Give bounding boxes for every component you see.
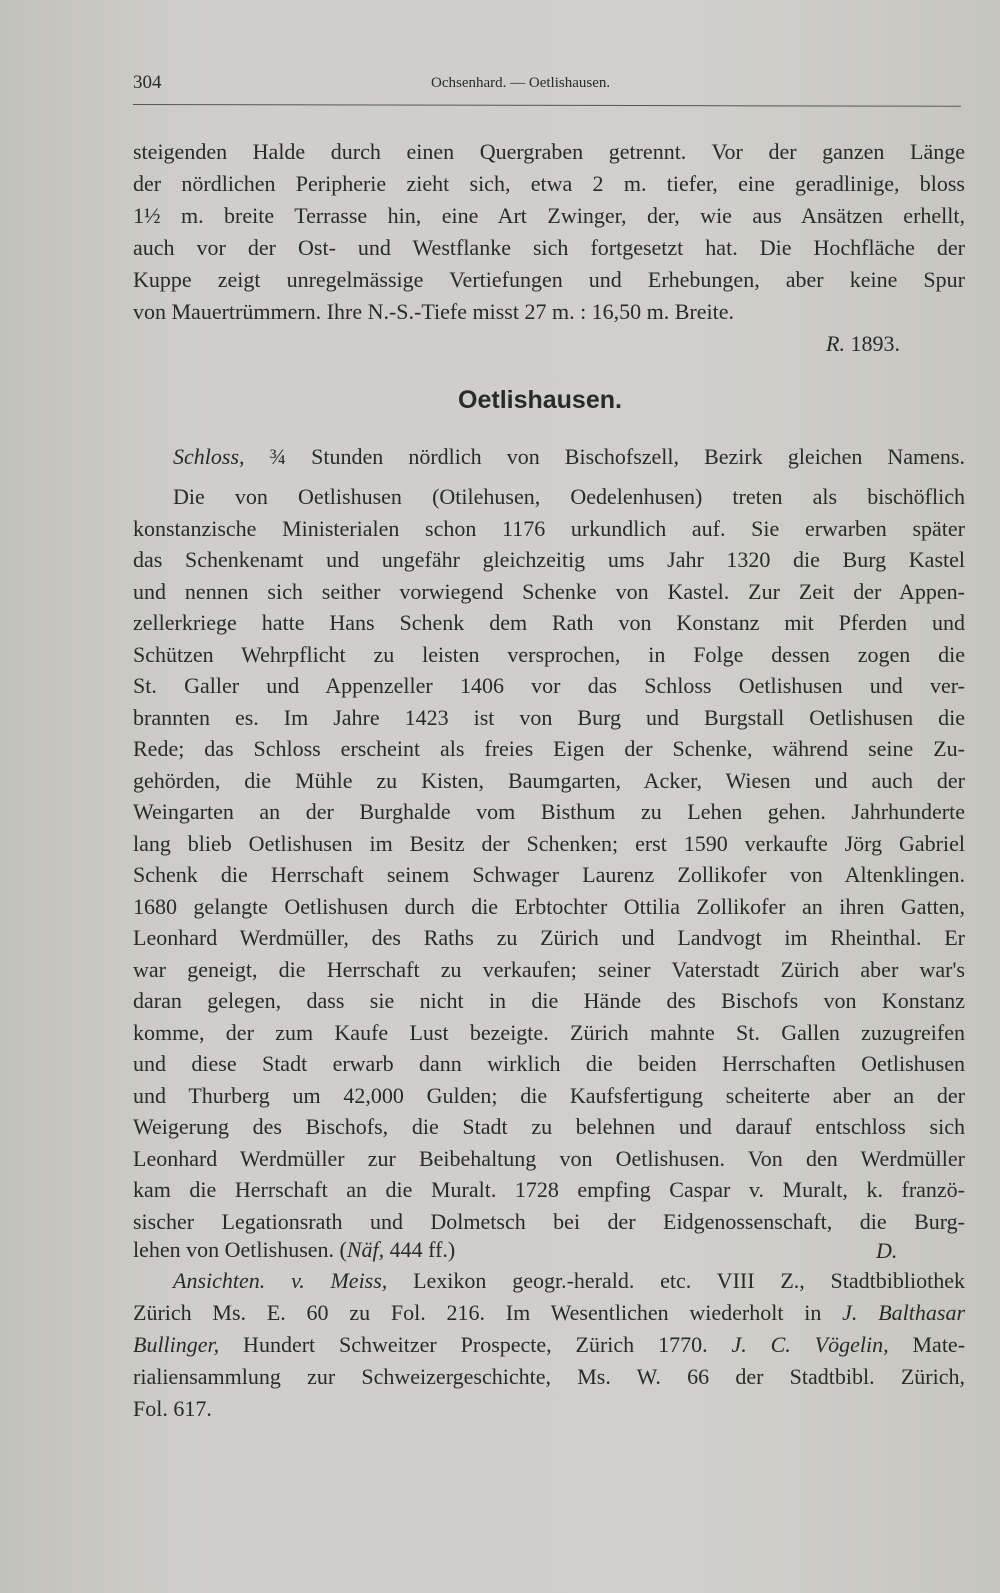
hist-line: Die von Oetlishusen (Otilehusen, Oedelenhusen) treten als bischöflich [173, 484, 965, 509]
ochs-line: der nördlichen Peripherie zieht sich, etwa 2 m. tiefer, eine geradlinige, bloss [133, 171, 965, 196]
views-author-bullinger-1: J. Balthasar [842, 1300, 966, 1325]
hist-line: und diese Stadt erwarb dann wirklich die beiden Herrschaften Oetlishusen [133, 1051, 965, 1076]
hist-line: Leonhard Werdmüller, des Raths zu Zürich und Landvogt im Rheinthal. Er [133, 925, 965, 950]
location-text: ¾ Stunden nördlich von Bischofszell, Bezirk gleichen Namens. [244, 444, 965, 469]
hist-line: daran gelegen, dass sie nicht in die Hände des Bischofs von Konstanz [133, 988, 965, 1013]
hist-line: kam die Herrschaft an die Muralt. 1728 empfing Caspar v. Muralt, k. franzö- [133, 1177, 965, 1202]
running-head: Ochsenhard. — Oetlishausen. [431, 75, 611, 91]
hist-line: komme, der zum Kaufe Lust bezeigte. Zürich mahnte St. Gallen zuzugreifen [133, 1019, 965, 1045]
views-line-3-rest: Hundert Schweitzer Prospecte, Zürich 1770. [219, 1332, 708, 1357]
views-label: Ansichten. [173, 1268, 266, 1293]
signature-year: 1893. [850, 331, 900, 356]
views-line-2-text: Zürich Ms. E. 60 zu Fol. 216. Im Wesentlichen wiederholt in [133, 1300, 822, 1325]
ochs-line: steigenden Halde durch einen Quergraben getrennt. Vor der ganzen Länge [133, 139, 965, 164]
views-line-1 [133, 1266, 965, 1296]
hist-line: Schützen Wehrpflicht zu leisten versprochen, in Folge dessen zogen die [133, 641, 965, 667]
hist-line: Schenk die Herrschaft seinem Schwager Laurenz Zollikofer von Altenklingen. [133, 862, 965, 887]
views-author-voegelin: J. C. Vögelin, [731, 1332, 889, 1357]
ochs-line: von Mauertrümmern. Ihre N.-S.-Tiefe misst 27 m. : 16,50 m. Breite. [133, 299, 735, 324]
page-header [133, 72, 953, 96]
hist-line: und nennen sich seither vorwiegend Schenke von Kastel. Zur Zeit der Appen- [133, 578, 965, 604]
signature-initial: R. [826, 331, 845, 356]
views-line-1-rest: Lexikon geogr.-herald. etc. VIII Z., Stadtbibliothek [387, 1268, 965, 1293]
views-line-5: Fol. 617. [133, 1396, 212, 1421]
section-title-text: Oetlishausen. [458, 386, 622, 414]
hist-line: konstanzische Ministerialen schon 1176 urkundlich auf. Sie erwarben später [133, 515, 965, 541]
section-title [0, 386, 1000, 415]
last-line-start: lehen von Oetlishusen. ( [133, 1237, 347, 1262]
signature-d [876, 1238, 897, 1264]
views-line-4: rialiensammlung zur Schweizergeschichte, Ms. W. 66 der Stadtbibl. Zürich, [133, 1364, 965, 1389]
hist-line: Weingarten an der Burghalde vom Bisthum zu Lehen gehen. Jahrhunderte [133, 799, 965, 824]
page-number: 304 [133, 72, 162, 93]
hist-line: brannten es. Im Jahre 1423 ist von Burg und Burgstall Oetlishusen die [133, 704, 965, 730]
hist-line: Weigerung des Bischofs, die Stadt zu belehnen und darauf entschloss sich [133, 1114, 965, 1139]
last-line-end: 444 ff.) [384, 1237, 456, 1262]
hist-line: St. Galler und Appenzeller 1406 vor das Schloss Oetlishusen und ver- [133, 673, 965, 698]
signature-r [826, 331, 900, 357]
views-line-2 [133, 1298, 965, 1328]
hist-line: Leonhard Werdmüller zur Beibehaltung von Oetlishusen. Von den Werdmüller [133, 1145, 965, 1171]
hist-line: und Thurberg um 42,000 Gulden; die Kaufsfertigung scheiterte aber an der [133, 1082, 965, 1108]
hist-line: sischer Legationsrath und Dolmetsch bei der Eidgenossenschaft, die Burg- [133, 1208, 965, 1234]
ochs-line: Kuppe zeigt unregelmässige Vertiefungen und Erhebungen, aber keine Spur [133, 267, 965, 292]
location-label: Schloss, [173, 444, 245, 469]
hist-line: lang blieb Oetlishusen im Besitz der Schenken; erst 1590 verkaufte Jörg Gabriel [133, 830, 965, 856]
ochs-line: auch vor der Ost- und Westflanke sich fortgesetzt hat. Die Hochfläche der [133, 235, 965, 260]
signature-d-text: D. [876, 1238, 898, 1263]
ochs-line: 1½ m. breite Terrasse hin, eine Art Zwinger, der, wie aus Ansätzen erhellt, [133, 203, 965, 228]
views-author-bullinger-2: Bullinger, [133, 1332, 220, 1357]
views-line-3-end: Mate- [888, 1332, 966, 1357]
last-line-source: Näf, [346, 1237, 385, 1262]
hist-line: zellerkriege hatte Hans Schenk dem Rath von Konstanz mit Pferden und [133, 610, 965, 635]
views-line-3 [133, 1330, 965, 1360]
hist-line: Rede; das Schloss erscheint als freies Eigen der Schenke, während seine Zu- [133, 736, 965, 761]
header-rule [133, 104, 961, 107]
hist-line: gehörden, die Mühle zu Kisten, Baumgarten, Acker, Wiesen und auch der [133, 767, 965, 793]
hist-line: das Schenkenamt und ungefähr gleichzeitig ums Jahr 1320 die Burg Kastel [133, 547, 965, 572]
views-author-meiss: v. Meiss, [291, 1268, 388, 1293]
hist-line: 1680 gelangte Oetlishusen durch die Erbtochter Ottilia Zollikofer an ihren Gatten, [133, 893, 965, 919]
hist-line: war geneigt, die Herrschaft zu verkaufen; seiner Vaterstadt Zürich aber war's [133, 956, 965, 982]
